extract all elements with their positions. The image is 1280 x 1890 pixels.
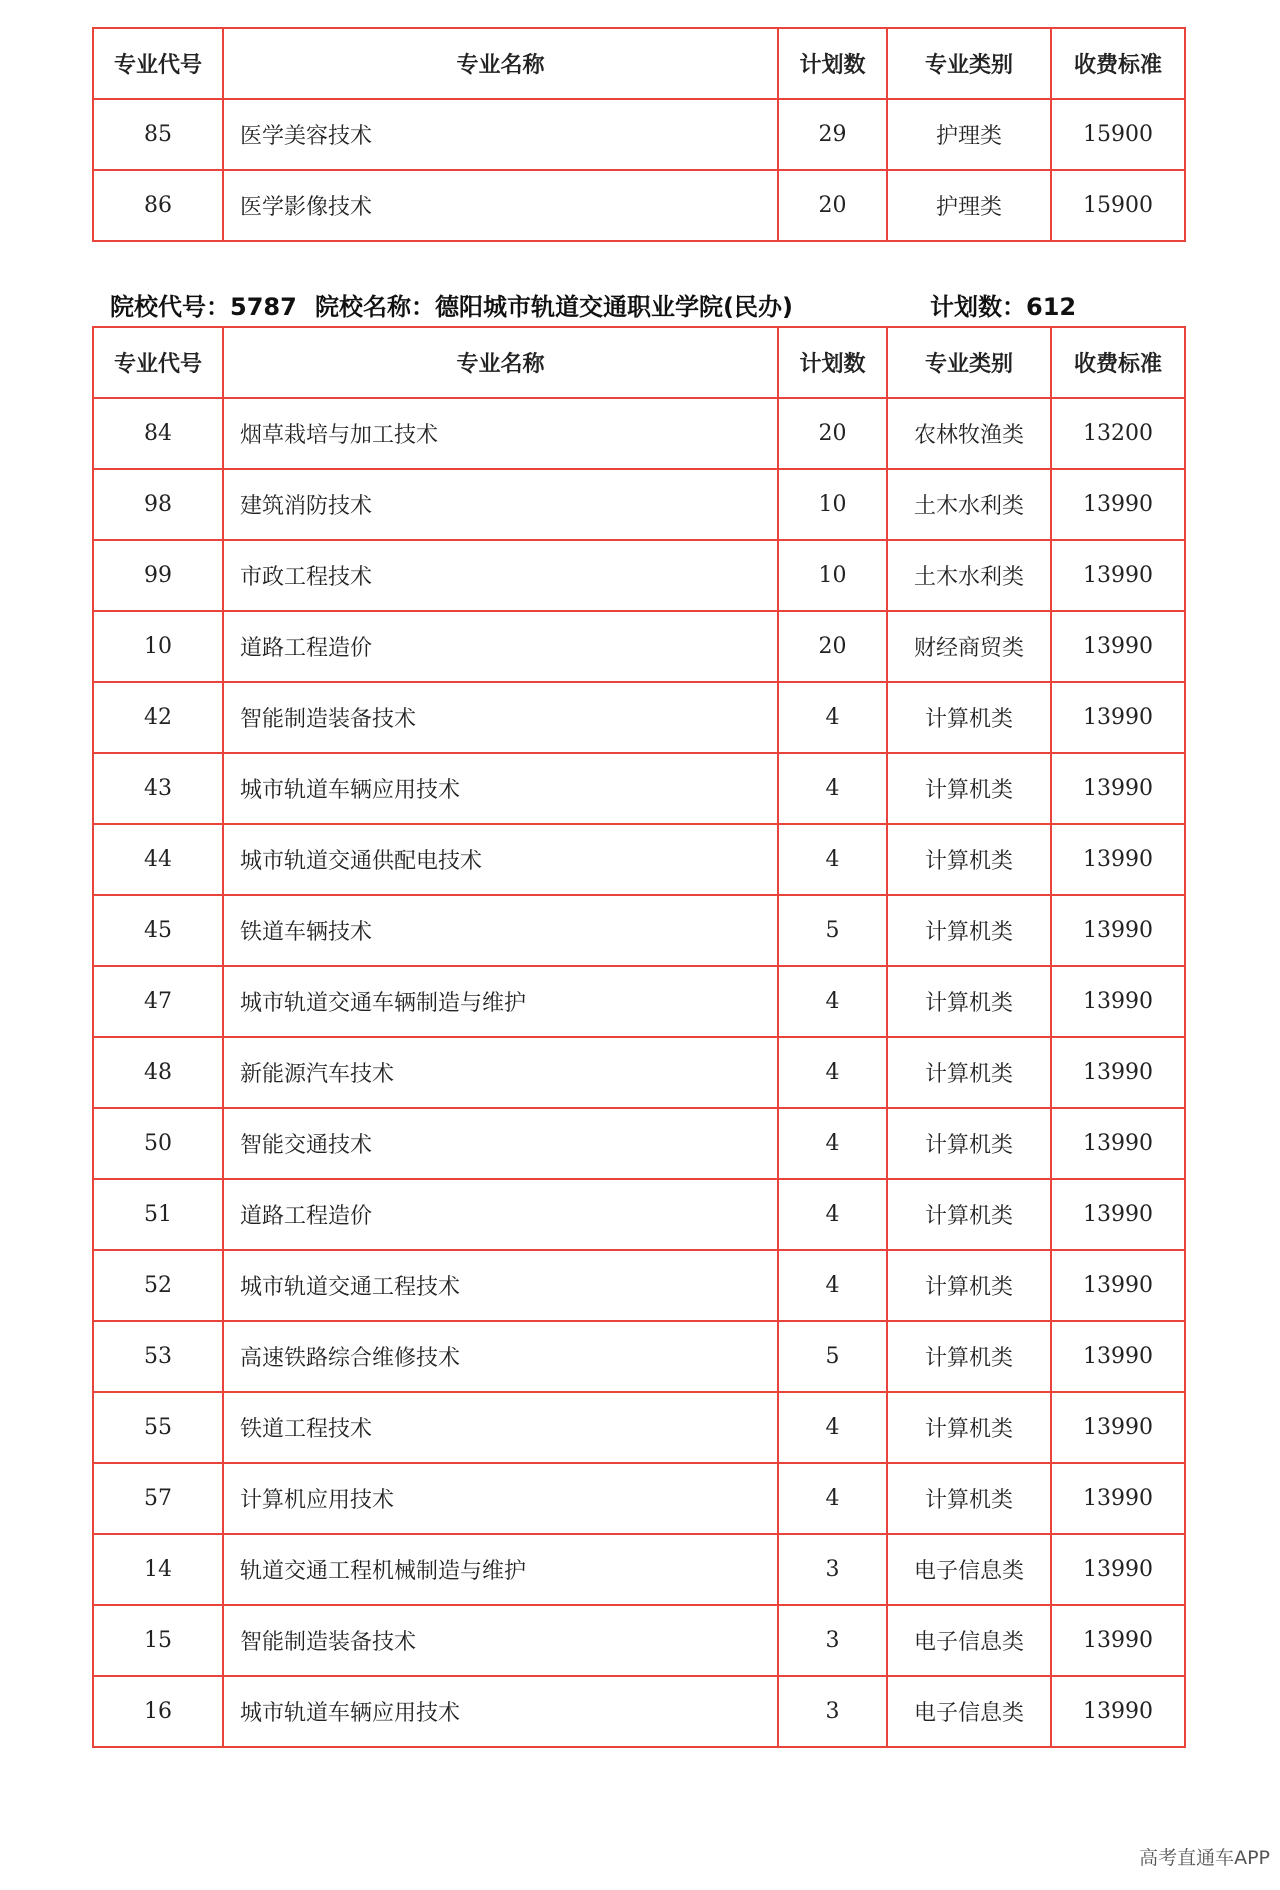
- table-row: [93, 1605, 1185, 1676]
- table-row: [93, 99, 1185, 170]
- table-row: [93, 1179, 1185, 1250]
- table-header-row: [93, 28, 1185, 99]
- cell-major-code: 15: [93, 1605, 223, 1676]
- cell-major-category: 计算机类: [887, 1392, 1051, 1463]
- cell-major-category: 电子信息类: [887, 1676, 1051, 1747]
- cell-major-code: 99: [93, 540, 223, 611]
- cell-plan-count: 4: [778, 1463, 887, 1534]
- cell-major-code: 53: [93, 1321, 223, 1392]
- header-major-code: 专业代号: [93, 28, 223, 99]
- cell-major-category: 计算机类: [887, 753, 1051, 824]
- cell-major-code: 51: [93, 1179, 223, 1250]
- cell-major-name: 医学美容技术: [223, 99, 778, 170]
- cell-plan-count: 3: [778, 1676, 887, 1747]
- cell-major-category: 计算机类: [887, 682, 1051, 753]
- cell-major-code: 50: [93, 1108, 223, 1179]
- table-row: [93, 170, 1185, 241]
- cell-fee-standard: 13990: [1051, 1321, 1185, 1392]
- cell-major-category: 土木水利类: [887, 469, 1051, 540]
- cell-major-name: 智能交通技术: [223, 1108, 778, 1179]
- cell-major-category: 计算机类: [887, 1250, 1051, 1321]
- cell-plan-count: 4: [778, 1037, 887, 1108]
- header-plan-count: 计划数: [778, 28, 887, 99]
- table-row: [93, 398, 1185, 469]
- cell-fee-standard: 13990: [1051, 753, 1185, 824]
- cell-major-name: 智能制造装备技术: [223, 1605, 778, 1676]
- table-row: [93, 1108, 1185, 1179]
- header-major-name: 专业名称: [223, 327, 778, 398]
- table-row: [93, 469, 1185, 540]
- cell-major-name: 建筑消防技术: [223, 469, 778, 540]
- cell-major-code: 10: [93, 611, 223, 682]
- cell-major-code: 14: [93, 1534, 223, 1605]
- cell-fee-standard: 13990: [1051, 1037, 1185, 1108]
- cell-major-name: 智能制造装备技术: [223, 682, 778, 753]
- cell-fee-standard: 13990: [1051, 1534, 1185, 1605]
- table-row: [93, 1037, 1185, 1108]
- table-row: [93, 1676, 1185, 1747]
- cell-plan-count: 29: [778, 99, 887, 170]
- cell-major-name: 计算机应用技术: [223, 1463, 778, 1534]
- cell-fee-standard: 13990: [1051, 611, 1185, 682]
- cell-fee-standard: 13990: [1051, 895, 1185, 966]
- cell-plan-count: 4: [778, 1392, 887, 1463]
- cell-fee-standard: 13990: [1051, 1676, 1185, 1747]
- cell-major-category: 护理类: [887, 170, 1051, 241]
- table-row: [93, 1321, 1185, 1392]
- cell-major-code: 45: [93, 895, 223, 966]
- cell-fee-standard: 13990: [1051, 824, 1185, 895]
- cell-major-name: 新能源汽车技术: [223, 1037, 778, 1108]
- cell-major-name: 轨道交通工程机械制造与维护: [223, 1534, 778, 1605]
- cell-major-code: 47: [93, 966, 223, 1037]
- table-header-row: [93, 327, 1185, 398]
- cell-fee-standard: 13990: [1051, 1108, 1185, 1179]
- cell-major-name: 城市轨道车辆应用技术: [223, 1676, 778, 1747]
- cell-fee-standard: 13990: [1051, 1250, 1185, 1321]
- cell-fee-standard: 13990: [1051, 469, 1185, 540]
- cell-plan-count: 4: [778, 824, 887, 895]
- cell-major-category: 电子信息类: [887, 1534, 1051, 1605]
- table-row: [93, 611, 1185, 682]
- cell-fee-standard: 13990: [1051, 540, 1185, 611]
- cell-major-category: 护理类: [887, 99, 1051, 170]
- cell-major-code: 44: [93, 824, 223, 895]
- school-plan-count: 计划数：612: [930, 293, 1077, 321]
- cell-major-name: 道路工程造价: [223, 611, 778, 682]
- school-name: 院校名称：德阳城市轨道交通职业学院(民办): [315, 293, 793, 321]
- table-row: [93, 1534, 1185, 1605]
- cell-major-code: 57: [93, 1463, 223, 1534]
- table-row: [93, 1392, 1185, 1463]
- cell-major-category: 计算机类: [887, 1037, 1051, 1108]
- cell-major-code: 42: [93, 682, 223, 753]
- cell-major-category: 计算机类: [887, 895, 1051, 966]
- school-info-header: [110, 287, 1110, 327]
- cell-major-category: 计算机类: [887, 1179, 1051, 1250]
- cell-fee-standard: 13990: [1051, 1392, 1185, 1463]
- cell-fee-standard: 13990: [1051, 1463, 1185, 1534]
- cell-fee-standard: 15900: [1051, 99, 1185, 170]
- cell-major-category: 电子信息类: [887, 1605, 1051, 1676]
- header-major-code: 专业代号: [93, 327, 223, 398]
- cell-plan-count: 5: [778, 895, 887, 966]
- cell-plan-count: 10: [778, 540, 887, 611]
- cell-major-code: 85: [93, 99, 223, 170]
- cell-plan-count: 20: [778, 170, 887, 241]
- table-row: [93, 966, 1185, 1037]
- cell-plan-count: 3: [778, 1534, 887, 1605]
- header-fee-standard: 收费标准: [1051, 28, 1185, 99]
- cell-major-code: 86: [93, 170, 223, 241]
- cell-fee-standard: 13990: [1051, 682, 1185, 753]
- cell-fee-standard: 13990: [1051, 966, 1185, 1037]
- table-row: [93, 753, 1185, 824]
- cell-fee-standard: 13200: [1051, 398, 1185, 469]
- table-row: [93, 1250, 1185, 1321]
- cell-plan-count: 20: [778, 398, 887, 469]
- cell-major-code: 55: [93, 1392, 223, 1463]
- major-table-previous-school: [92, 27, 1186, 242]
- cell-major-category: 计算机类: [887, 1463, 1051, 1534]
- cell-major-category: 土木水利类: [887, 540, 1051, 611]
- cell-major-name: 城市轨道车辆应用技术: [223, 753, 778, 824]
- cell-major-category: 计算机类: [887, 966, 1051, 1037]
- header-plan-count: 计划数: [778, 327, 887, 398]
- cell-major-name: 道路工程造价: [223, 1179, 778, 1250]
- table-row: [93, 682, 1185, 753]
- cell-major-name: 城市轨道交通工程技术: [223, 1250, 778, 1321]
- cell-major-category: 财经商贸类: [887, 611, 1051, 682]
- cell-plan-count: 4: [778, 1108, 887, 1179]
- cell-major-name: 铁道工程技术: [223, 1392, 778, 1463]
- watermark-text: 高考直通车APP: [1139, 1847, 1270, 1869]
- cell-major-name: 铁道车辆技术: [223, 895, 778, 966]
- cell-major-name: 医学影像技术: [223, 170, 778, 241]
- header-major-name: 专业名称: [223, 28, 778, 99]
- cell-major-code: 16: [93, 1676, 223, 1747]
- cell-major-code: 84: [93, 398, 223, 469]
- school-code: 院校代号：5787: [110, 293, 297, 321]
- cell-major-name: 烟草栽培与加工技术: [223, 398, 778, 469]
- major-table-deyang-rail-college: [92, 326, 1186, 1748]
- cell-major-name: 高速铁路综合维修技术: [223, 1321, 778, 1392]
- cell-major-code: 98: [93, 469, 223, 540]
- table-row: [93, 824, 1185, 895]
- table-row: [93, 1463, 1185, 1534]
- cell-fee-standard: 15900: [1051, 170, 1185, 241]
- cell-plan-count: 3: [778, 1605, 887, 1676]
- cell-major-code: 52: [93, 1250, 223, 1321]
- cell-major-category: 计算机类: [887, 1108, 1051, 1179]
- cell-major-code: 48: [93, 1037, 223, 1108]
- table-row: [93, 540, 1185, 611]
- cell-plan-count: 4: [778, 1179, 887, 1250]
- header-major-category: 专业类别: [887, 327, 1051, 398]
- table-row: [93, 895, 1185, 966]
- cell-plan-count: 10: [778, 469, 887, 540]
- cell-major-category: 计算机类: [887, 824, 1051, 895]
- cell-major-name: 城市轨道交通供配电技术: [223, 824, 778, 895]
- cell-major-code: 43: [93, 753, 223, 824]
- cell-plan-count: 4: [778, 753, 887, 824]
- cell-plan-count: 20: [778, 611, 887, 682]
- cell-fee-standard: 13990: [1051, 1179, 1185, 1250]
- header-major-category: 专业类别: [887, 28, 1051, 99]
- cell-plan-count: 4: [778, 966, 887, 1037]
- cell-major-category: 农林牧渔类: [887, 398, 1051, 469]
- cell-plan-count: 4: [778, 1250, 887, 1321]
- cell-plan-count: 5: [778, 1321, 887, 1392]
- cell-major-name: 市政工程技术: [223, 540, 778, 611]
- cell-plan-count: 4: [778, 682, 887, 753]
- cell-major-category: 计算机类: [887, 1321, 1051, 1392]
- cell-fee-standard: 13990: [1051, 1605, 1185, 1676]
- header-fee-standard: 收费标准: [1051, 327, 1185, 398]
- cell-major-name: 城市轨道交通车辆制造与维护: [223, 966, 778, 1037]
